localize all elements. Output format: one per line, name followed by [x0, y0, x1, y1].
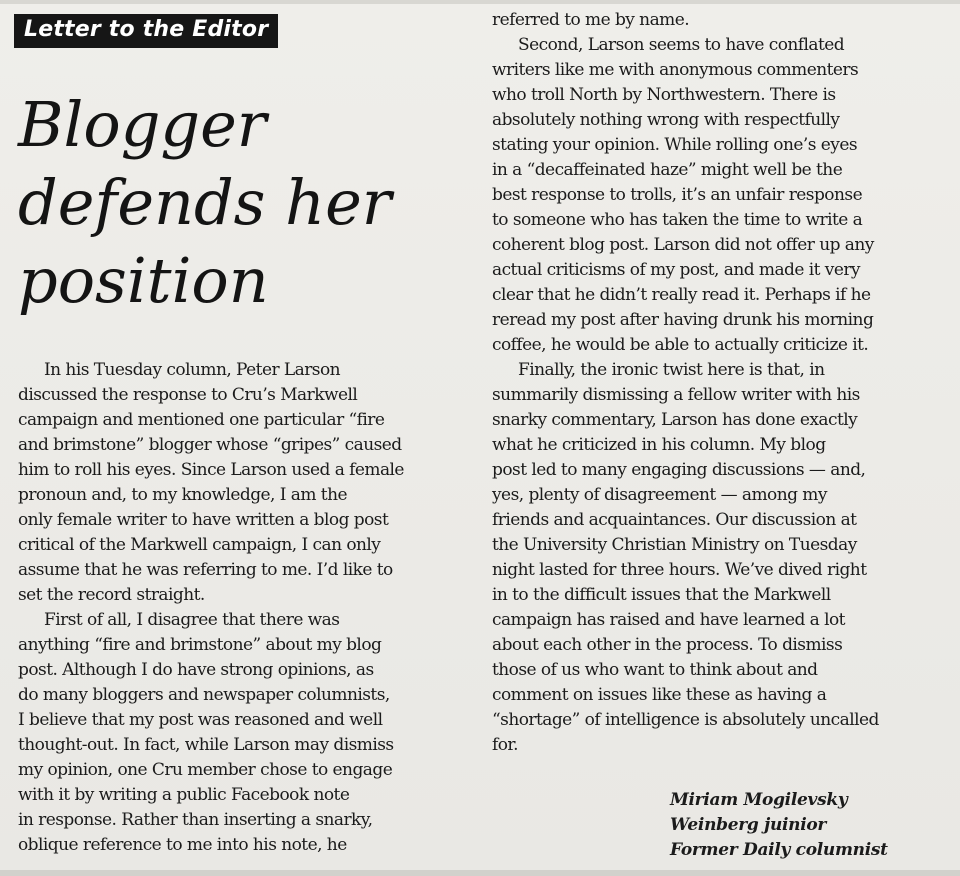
text-line: Finally, the ironic twist here is that, in — [518, 360, 825, 380]
text-line: and brimstone” blogger whose “gripes” caused — [18, 435, 402, 455]
text-line: I believe that my post was reasoned and well — [18, 710, 383, 730]
text-line: absolutely nothing wrong with respectfully — [492, 110, 840, 130]
author-name: Miriam Mogilevsky — [670, 790, 848, 810]
page-edge-bottom — [0, 870, 960, 876]
text-line: about each other in the process. To dismiss — [492, 635, 843, 655]
paragraph-4 — [492, 358, 942, 758]
headline-line: Blogger — [18, 88, 267, 161]
paragraph-3 — [492, 33, 942, 358]
paragraph-2 — [18, 608, 468, 858]
author-title: Former Daily columnist — [670, 840, 888, 860]
text-line: anything “fire and brimstone” about my blog — [18, 635, 382, 655]
text-line: clear that he didn’t really read it. Perhaps if he — [492, 285, 871, 305]
text-line: writers like me with anonymous commenters — [492, 60, 859, 80]
text-line: referred to me by name. — [492, 10, 690, 30]
text-line: critical of the Markwell campaign, I can only — [18, 535, 381, 555]
text-line: actual criticisms of my post, and made it very — [492, 260, 860, 280]
text-line: what he criticized in his column. My blog — [492, 435, 826, 455]
text-line: for. — [492, 735, 518, 755]
text-line: stating your opinion. While rolling one’s eyes — [492, 135, 858, 155]
text-line: night lasted for three hours. We’ve dived right — [492, 560, 867, 580]
text-line: in to the difficult issues that the Markwell — [492, 585, 831, 605]
text-line: oblique reference to me into his note, he — [18, 835, 347, 855]
text-line: best response to trolls, it’s an unfair response — [492, 185, 863, 205]
text-line: summarily dismissing a fellow writer with his — [492, 385, 860, 405]
text-line: do many bloggers and newspaper columnists, — [18, 685, 390, 705]
text-line: snarky commentary, Larson has done exactly — [492, 410, 858, 430]
text-line: coffee, he would be able to actually criticize it. — [492, 335, 869, 355]
text-line: with it by writing a public Facebook note — [18, 785, 350, 805]
text-line: who troll North by Northwestern. There is — [492, 85, 836, 105]
paragraph-1 — [18, 358, 468, 608]
text-line: friends and acquaintances. Our discussion at — [492, 510, 857, 530]
headline-line: position — [18, 244, 269, 317]
text-line: yes, plenty of disagreement — among my — [492, 485, 827, 505]
paragraph-continued — [492, 8, 942, 33]
text-line: First of all, I disagree that there was — [44, 610, 340, 630]
left-column — [18, 358, 468, 858]
page-edge-top — [0, 0, 960, 4]
text-line: coherent blog post. Larson did not offer up any — [492, 235, 874, 255]
text-line: campaign has raised and have learned a lot — [492, 610, 845, 630]
text-line: reread my post after having drunk his morning — [492, 310, 874, 330]
text-line: Second, Larson seems to have conflated — [518, 35, 845, 55]
text-line: the University Christian Ministry on Tuesday — [492, 535, 857, 555]
text-line: him to roll his eyes. Since Larson used a female — [18, 460, 404, 480]
text-line: set the record straight. — [18, 585, 205, 605]
text-line: campaign and mentioned one particular “fire — [18, 410, 385, 430]
text-line: assume that he was referring to me. I’d like to — [18, 560, 393, 580]
text-line: comment on issues like these as having a — [492, 685, 827, 705]
text-line: those of us who want to think about and — [492, 660, 818, 680]
text-line: discussed the response to Cru’s Markwell — [18, 385, 358, 405]
headline-line: defends her — [18, 166, 392, 239]
text-line: post. Although I do have strong opinions, as — [18, 660, 374, 680]
text-line: in response. Rather than inserting a snarky, — [18, 810, 373, 830]
text-line: my opinion, one Cru member chose to engage — [18, 760, 393, 780]
text-line: thought-out. In fact, while Larson may dismiss — [18, 735, 394, 755]
text-line: in a “decaffeinated haze” might well be the — [492, 160, 843, 180]
headline — [18, 86, 468, 320]
signature-block — [670, 788, 888, 863]
text-line: pronoun and, to my knowledge, I am the — [18, 485, 347, 505]
right-column — [492, 8, 942, 758]
text-line: “shortage” of intelligence is absolutely uncalled — [492, 710, 879, 730]
text-line: post led to many engaging discussions — and, — [492, 460, 866, 480]
text-line: to someone who has taken the time to write a — [492, 210, 863, 230]
section-label: Letter to the Editor — [14, 14, 278, 48]
author-school: Weinberg juinior — [670, 815, 827, 835]
text-line: only female writer to have written a blog post — [18, 510, 389, 530]
text-line: In his Tuesday column, Peter Larson — [44, 360, 341, 380]
